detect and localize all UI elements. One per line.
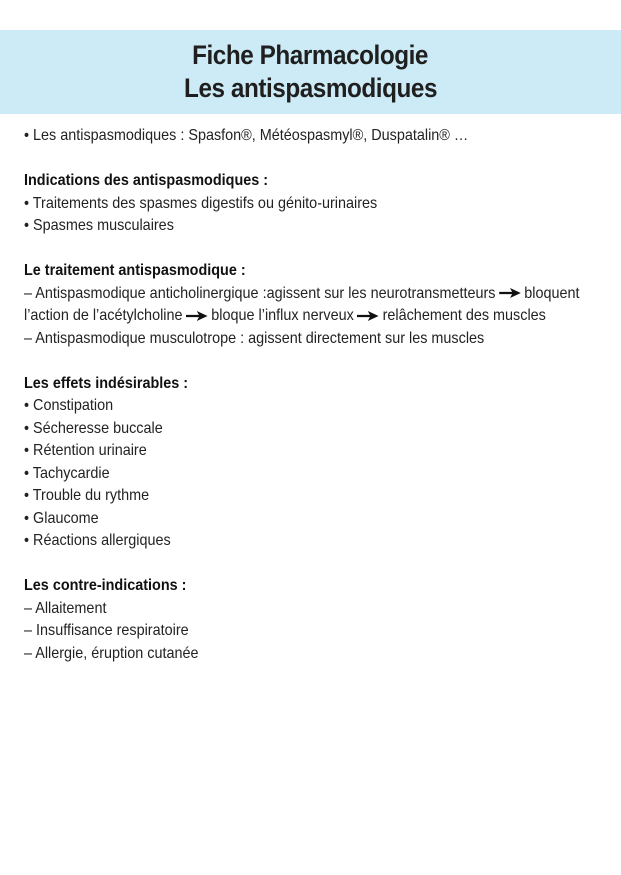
right-arrow-icon (356, 310, 379, 322)
page-title-line-2: Les antispasmodiques (184, 73, 437, 103)
contraindication-item: – Allergie, éruption cutanée (24, 644, 199, 662)
treatment-heading: Le traitement antispasmodique : (24, 262, 246, 279)
treatment-line-2 (24, 305, 603, 328)
treatment-line-3: – Antispasmodique musculotrope : agissent directement sur les muscles (24, 329, 485, 347)
indication-item: • Traitements des spasmes digestifs ou génito-urinaires (24, 194, 378, 212)
contraindication-item: – Insuffisance respiratoire (24, 622, 189, 639)
indications-heading: Indications des antispasmodiques : (24, 172, 269, 189)
side-effects-heading: Les effets indésirables : (24, 374, 189, 392)
side-effect-item: • Rétention urinaire (24, 442, 147, 459)
treatment-line-2-part-2: bloque l’influx nerveux (211, 307, 354, 324)
side-effect-item: • Sécheresse buccale (24, 419, 163, 437)
side-effect-item: • Constipation (24, 397, 114, 414)
page-title-line-1: Fiche Pharmacologie (192, 40, 429, 70)
contraindication-item: – Allaitement (24, 599, 107, 617)
indication-item: • Spasmes musculaires (24, 217, 174, 234)
contraindications-heading: Les contre-indications : (24, 577, 187, 594)
treatment-line-1-part-2: bloquent (524, 284, 580, 302)
intro-text: • Les antispasmodiques : Spasfon®, Météospasmyl®, Duspatalin® … (24, 127, 469, 144)
side-effect-item: • Tachycardie (24, 464, 110, 482)
document-body (24, 125, 604, 665)
treatment-line-2-part-1: l’action de l’acétylcholine (24, 307, 183, 324)
treatment-line-2-part-3: relâchement des muscles (382, 307, 546, 324)
right-arrow-icon (498, 287, 521, 299)
treatment-line-1-part-1: – Antispasmodique anticholinergique :agissent sur les neurotransmetteurs (24, 284, 496, 302)
page-header (0, 30, 621, 114)
side-effect-item: • Trouble du rythme (24, 487, 150, 504)
side-effect-item: • Glaucome (24, 509, 99, 527)
treatment-line-1 (24, 283, 603, 306)
right-arrow-icon (185, 310, 208, 322)
side-effect-item: • Réactions allergiques (24, 532, 171, 549)
